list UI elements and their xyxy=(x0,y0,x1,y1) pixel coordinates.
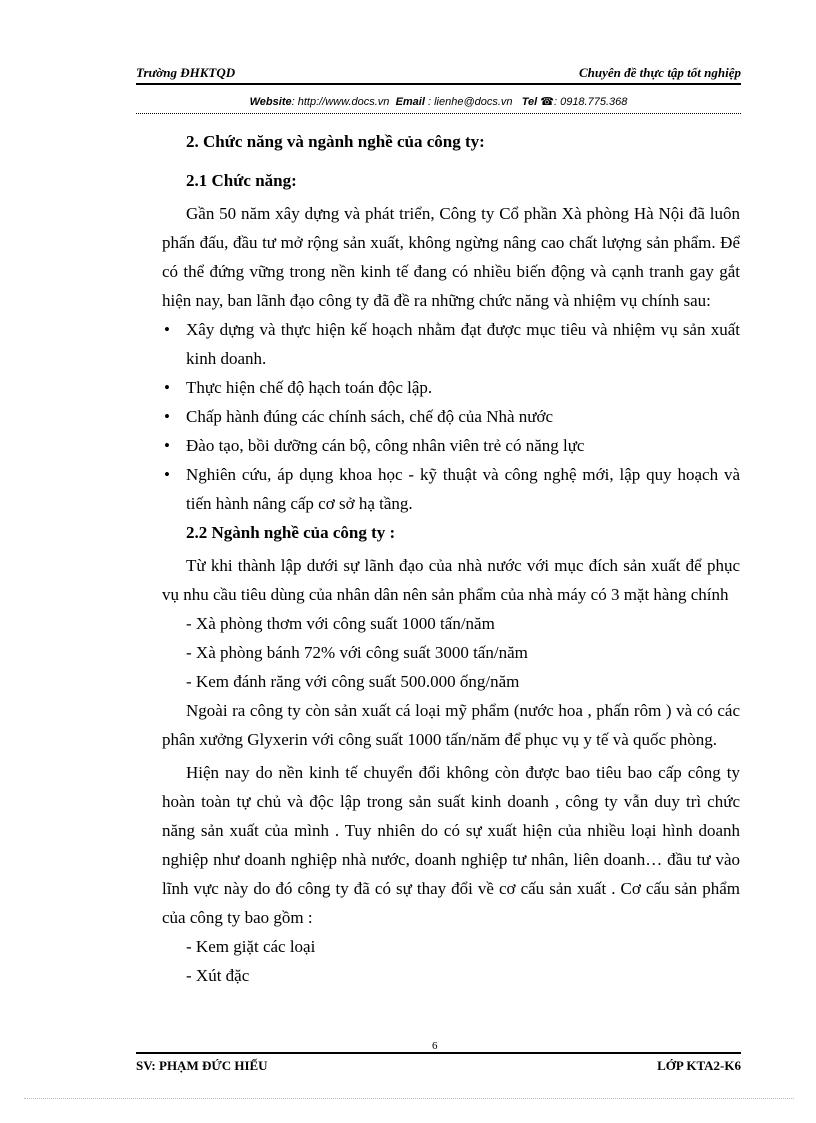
bullet-icon: • xyxy=(164,320,170,339)
paragraph-current: Hiện nay do nền kinh tế chuyển đổi không còn được bao tiêu bao cấp công ty hoàn toàn tự chủ và độc lập trong sản suất kinh doanh , công ty vẫn duy trì chức năng sản xuất của mình . Tuy nhiên do có sự xuất hiện của nhiều loại hình doanh nghiệp như doanh nghiệp nhà nước, doanh nghiệp tư nhân, liên doanh… đầu tư vào lĩnh vực này do đó công ty đã có sự thay đổi về cơ cấu sản xuất . Cơ cấu sản phẩm của công ty bao gồm : xyxy=(162,763,740,927)
structure-item: - Kem giặt các loại xyxy=(186,937,316,956)
bullet-icon: • xyxy=(164,436,170,455)
footer-divider xyxy=(136,1052,741,1054)
header-school: Trường ĐHKTQD xyxy=(136,65,236,80)
list-item: • Đào tạo, bồi dưỡng cán bộ, công nhân viên trẻ có năng lực xyxy=(162,431,740,460)
tel-label: Tel xyxy=(521,96,538,108)
phone-icon: ☎ xyxy=(540,96,554,108)
contact-line xyxy=(136,95,741,114)
bullet-icon: • xyxy=(164,378,170,397)
list-item: • Thực hiện chế độ hạch toán độc lập. xyxy=(162,373,740,402)
subsection-title-business: 2.2 Ngành nghề của công ty : xyxy=(186,523,396,542)
email-label: Email xyxy=(395,96,425,108)
list-item: • Chấp hành đúng các chính sách, chế độ của Nhà nước xyxy=(162,402,740,431)
page-number: 6 xyxy=(432,1040,438,1052)
website-value: : http://www.docs.vn xyxy=(291,96,390,108)
paragraph-intro: Gần 50 năm xây dựng và phát triển, Công ty Cổ phần Xà phòng Hà Nội đã luôn phấn đấu, đầu tư mở rộng sản xuất, không ngừng nâng cao chất lượng sản phẩm. Để có thể đứng vững trong nền kinh tế đang có nhiều biến động và cạnh tranh gay gắt hiện nay, ban lãnh đạo công ty đã đề ra những chức năng và nhiệm vụ chính sau: xyxy=(162,204,740,310)
product-item: - Xà phòng bánh 72% với công suất 3000 tấn/năm xyxy=(186,643,528,662)
product-item: - Xà phòng thơm với công suất 1000 tấn/năm xyxy=(186,614,495,633)
tel-value: : 0918.775.368 xyxy=(553,96,628,108)
footer-class: LỚP KTA2-K6 xyxy=(657,1058,741,1073)
product-item: - Kem đánh răng với công suất 500.000 ống/năm xyxy=(186,672,520,691)
paragraph-cosmetics: Ngoài ra công ty còn sản xuất cá loại mỹ phẩm (nước hoa , phấn rôm ) và có các phân xưởng Glyxerin với công suất 1000 tấn/năm để phục vụ y tế và quốc phòng. xyxy=(162,701,740,749)
bullet-icon: • xyxy=(164,465,170,484)
subsection-title-functions: 2.1 Chức năng: xyxy=(186,171,297,190)
page-bottom-border xyxy=(24,1098,794,1099)
website-label: Website xyxy=(249,96,292,108)
bullet-icon: • xyxy=(164,407,170,426)
list-item: • Xây dựng và thực hiện kế hoạch nhằm đạt được mục tiêu và nhiệm vụ sản xuất kinh doanh. xyxy=(162,315,740,373)
header-doc-title: Chuyên đề thực tập tốt nghiệp xyxy=(579,65,741,80)
email-value: : lienhe@docs.vn xyxy=(427,96,513,108)
list-item: • Nghiên cứu, áp dụng khoa học - kỹ thuật và công nghệ mới, lập quy hoạch và tiến hành nâng cấp cơ sở hạ tầng. xyxy=(162,460,740,518)
main-content xyxy=(162,127,740,990)
section-title: 2. Chức năng và ngành nghề của công ty: xyxy=(186,132,485,151)
footer-student: SV: PHẠM ĐỨC HIẾU xyxy=(136,1058,268,1073)
page-header xyxy=(136,63,741,85)
functions-list xyxy=(162,315,740,518)
structure-item: - Xút đặc xyxy=(186,966,250,985)
paragraph-business: Từ khi thành lập dưới sự lãnh đạo của nhà nước với mục đích sản xuất để phục vụ nhu cầu tiêu dùng của nhân dân nên sản phẩm của nhà máy có 3 mặt hàng chính xyxy=(162,556,740,604)
